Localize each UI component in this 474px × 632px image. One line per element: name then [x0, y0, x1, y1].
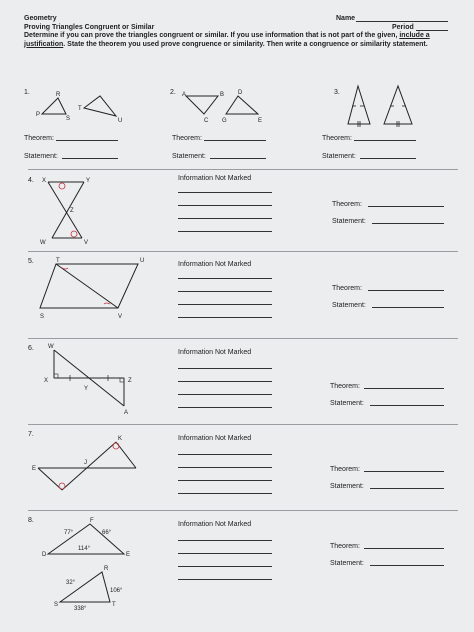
p6-info-line-3[interactable]	[178, 394, 272, 395]
worksheet-title: Proving Triangles Congruent or Similar	[24, 24, 155, 31]
p2-statement-label: Statement:	[172, 153, 206, 160]
p6-label-w: W	[48, 344, 54, 350]
problem-2-figure	[182, 86, 292, 128]
problem-2-number: 2.	[170, 89, 176, 96]
p7-info-heading: Information Not Marked	[178, 435, 252, 442]
section-divider	[28, 424, 458, 425]
p8-angle-1: 77°	[64, 530, 74, 536]
section-divider	[28, 251, 458, 252]
period-label: Period	[392, 24, 414, 31]
p8-statement-label: Statement:	[330, 560, 364, 567]
p5-statement-field[interactable]	[372, 307, 444, 308]
p4-theorem-field[interactable]	[368, 206, 444, 207]
p4-statement-field[interactable]	[372, 223, 444, 224]
p5-label-s: S	[40, 314, 45, 320]
instructions-emphasis: include a justification	[24, 32, 430, 48]
p7-info-line-3[interactable]	[178, 480, 272, 481]
p7-info-line-1[interactable]	[178, 454, 272, 455]
problem-7-number: 7.	[28, 431, 34, 438]
name-field[interactable]	[356, 21, 448, 22]
p4-label-z: Z	[70, 208, 74, 214]
p2-label-d: D	[238, 90, 243, 96]
p7-info-line-4[interactable]	[178, 493, 272, 494]
p8-info-line-2[interactable]	[178, 553, 272, 554]
p1-statement-label: Statement:	[24, 153, 58, 160]
p6-label-z: Z	[128, 378, 132, 384]
p6-info-heading: Information Not Marked	[178, 349, 252, 356]
p1-label-r: R	[56, 92, 61, 98]
p8-info-heading: Information Not Marked	[178, 521, 252, 528]
p8-angle-6: 338°	[74, 606, 87, 612]
problem-3-number: 3.	[334, 89, 340, 96]
problem-7-figure	[32, 428, 152, 498]
p5-info-line-1[interactable]	[178, 278, 272, 279]
instructions-part1: Determine if you can prove the triangles congruent or similar. If you use information that is not part of the given,	[24, 32, 400, 39]
section-divider	[28, 169, 458, 170]
p4-theorem-label: Theorem:	[332, 201, 362, 208]
p2-statement-field[interactable]	[210, 158, 266, 159]
problem-3-figure	[344, 80, 434, 130]
p3-statement-label: Statement:	[322, 153, 356, 160]
instructions	[24, 32, 448, 49]
p6-label-a: A	[124, 410, 129, 416]
p2-label-c: C	[204, 118, 209, 124]
p5-info-line-4[interactable]	[178, 317, 272, 318]
course-title: Geometry	[24, 15, 57, 22]
problem-4-number: 4.	[28, 177, 34, 184]
p4-statement-label: Statement:	[332, 218, 366, 225]
p2-label-a: A	[182, 92, 187, 98]
p6-statement-label: Statement:	[330, 400, 364, 407]
p4-label-v: V	[84, 240, 89, 246]
p3-statement-field[interactable]	[360, 158, 416, 159]
p7-statement-label: Statement:	[330, 483, 364, 490]
p8-label-t: T	[112, 602, 116, 608]
problem-1-figure	[36, 88, 136, 128]
p8-info-line-1[interactable]	[178, 540, 272, 541]
p7-label-e: E	[32, 466, 37, 472]
p8-angle-4: 32°	[66, 580, 76, 586]
p5-info-heading: Information Not Marked	[178, 261, 252, 268]
p5-statement-label: Statement:	[332, 302, 366, 309]
p8-theorem-label: Theorem:	[330, 543, 360, 550]
p8-theorem-field[interactable]	[364, 548, 444, 549]
worksheet-page	[18, 8, 458, 626]
p5-info-line-3[interactable]	[178, 304, 272, 305]
problem-8-figure	[40, 514, 150, 610]
p4-info-line-4[interactable]	[178, 231, 272, 232]
p5-theorem-field[interactable]	[368, 290, 444, 291]
p6-info-line-1[interactable]	[178, 368, 272, 369]
p1-label-t: T	[78, 106, 82, 112]
problem-8-number: 8.	[28, 517, 34, 524]
p4-info-line-3[interactable]	[178, 218, 272, 219]
p4-info-heading: Information Not Marked	[178, 175, 252, 182]
name-label: Name	[336, 15, 356, 22]
p2-theorem-label: Theorem:	[172, 135, 202, 142]
p5-label-u: U	[140, 258, 145, 264]
p5-label-v: V	[118, 314, 123, 320]
p4-info-line-1[interactable]	[178, 192, 272, 193]
p8-label-r: R	[104, 566, 109, 572]
p8-angle-5: 106°	[110, 588, 123, 594]
p5-info-line-2[interactable]	[178, 291, 272, 292]
p2-theorem-field[interactable]	[204, 140, 266, 141]
p1-statement-field[interactable]	[62, 158, 118, 159]
instructions-part2: . State the theorem you used prove congruence or similarity. Then write a congruence or similarity statement.	[63, 40, 428, 48]
p8-statement-field[interactable]	[370, 565, 444, 566]
p2-label-g: G	[222, 118, 227, 124]
p6-info-line-2[interactable]	[178, 381, 272, 382]
problem-1-number: 1.	[24, 89, 30, 96]
p8-info-line-3[interactable]	[178, 566, 272, 567]
p1-label-u: U	[118, 118, 123, 124]
p6-label-y: Y	[84, 386, 89, 392]
p6-info-line-4[interactable]	[178, 407, 272, 408]
p7-label-j: J	[84, 460, 87, 466]
p6-label-x: X	[44, 378, 49, 384]
problem-6-figure	[40, 340, 140, 416]
period-field[interactable]	[416, 30, 448, 31]
p1-label-p: P	[36, 112, 41, 118]
p5-label-t: T	[56, 258, 60, 264]
p8-label-s: S	[54, 602, 59, 608]
p6-theorem-field[interactable]	[364, 388, 444, 389]
p7-theorem-label: Theorem:	[330, 466, 360, 473]
p2-label-b: B	[220, 92, 225, 98]
p6-statement-field[interactable]	[370, 405, 444, 406]
problem-5-figure	[36, 254, 146, 324]
p7-info-line-2[interactable]	[178, 467, 272, 468]
p4-label-w: W	[40, 240, 46, 246]
p8-label-f: F	[90, 518, 94, 524]
p7-statement-field[interactable]	[370, 488, 444, 489]
section-divider	[28, 338, 458, 339]
p4-label-y: Y	[86, 178, 91, 184]
p7-theorem-field[interactable]	[364, 471, 444, 472]
p3-theorem-field[interactable]	[354, 140, 416, 141]
p4-info-line-2[interactable]	[178, 205, 272, 206]
p6-theorem-label: Theorem:	[330, 383, 360, 390]
p8-angle-2: 66°	[102, 530, 112, 536]
p5-theorem-label: Theorem:	[332, 285, 362, 292]
p8-angle-3: 114°	[78, 546, 90, 552]
p2-label-e: E	[258, 118, 263, 124]
problem-6-number: 6.	[28, 345, 34, 352]
p4-label-x: X	[42, 178, 47, 184]
p8-label-e: E	[126, 552, 131, 558]
p1-label-s: S	[66, 116, 71, 122]
p1-theorem-field[interactable]	[56, 140, 118, 141]
section-divider	[28, 510, 458, 511]
problem-5-number: 5.	[28, 258, 34, 265]
p8-label-d: D	[42, 552, 47, 558]
p7-label-k: K	[118, 436, 123, 442]
p1-theorem-label: Theorem:	[24, 135, 54, 142]
problem-4-figure	[38, 172, 108, 248]
p8-info-line-4[interactable]	[178, 579, 272, 580]
p3-theorem-label: Theorem:	[322, 135, 352, 142]
